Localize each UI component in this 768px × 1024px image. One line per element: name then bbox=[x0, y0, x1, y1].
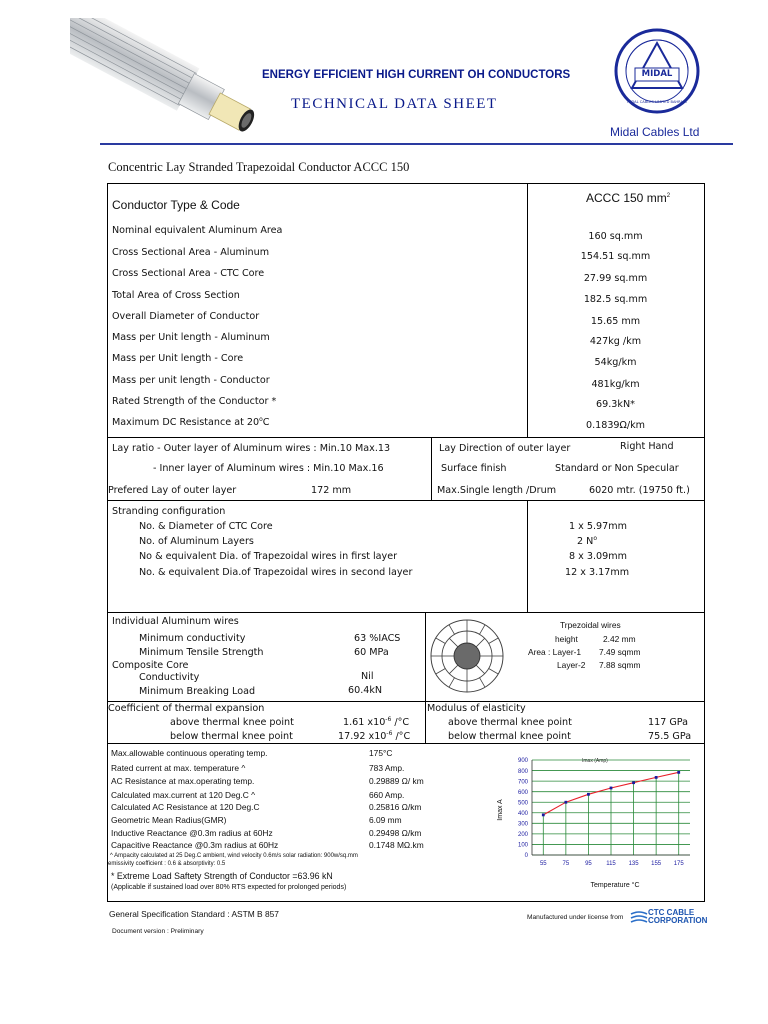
spec-value-2: 27.99 sq.mm bbox=[583, 273, 648, 284]
op-label-5: Geometric Mean Radius(GMR) bbox=[111, 815, 227, 825]
spec-label-5: Mass per Unit length - Aluminum bbox=[112, 332, 270, 343]
trap-area-l2-value: 7.88 sqmm bbox=[599, 660, 641, 670]
chart-point-5 bbox=[655, 776, 658, 779]
chart-xtick-1: 75 bbox=[562, 861, 570, 867]
ctc-logo-icon bbox=[630, 909, 648, 925]
trap-layer2-label: Layer-2 bbox=[557, 660, 586, 670]
min-conductivity-label: Minimum conductivity bbox=[139, 633, 246, 644]
op-label-1: Rated current at max. temperature ^ bbox=[111, 763, 246, 773]
op-value-4: 0.25816 Ω/km bbox=[369, 802, 422, 812]
spec-label-8: Rated Strength of the Conductor * bbox=[112, 396, 277, 407]
extreme-load: * Extreme Load Saftety Strength of Conductor =63.96 kN bbox=[111, 871, 333, 881]
thermal-above-label: above thermal knee point bbox=[170, 717, 294, 728]
lay-finish-label: Surface finish bbox=[441, 463, 507, 474]
chart-point-1 bbox=[564, 801, 567, 804]
lay-pref-value: 172 mm bbox=[311, 485, 352, 496]
chart-ytick-3: 300 bbox=[517, 821, 528, 828]
spec-label-7: Mass per unit length - Conductor bbox=[112, 375, 270, 386]
stranding-label-1: No. of Aluminum Layers bbox=[139, 536, 254, 547]
core-conductivity-value: Nil bbox=[361, 671, 374, 682]
chart-point-2 bbox=[587, 793, 590, 796]
spec-value-5: 427kg /km bbox=[589, 336, 642, 347]
modulus-above-label: above thermal knee point bbox=[448, 717, 572, 728]
chart-xtick-0: 55 bbox=[539, 861, 547, 867]
thermal-coef-title: Coefficient of thermal expansion bbox=[108, 703, 265, 714]
composite-core-title: Composite Core bbox=[112, 660, 189, 671]
chart-ytick-2: 200 bbox=[517, 832, 528, 839]
spec-label-0: Nominal equivalent Aluminum Area bbox=[112, 225, 283, 236]
stranding-value-3: 12 x 3.17mm bbox=[565, 567, 630, 578]
stranding-label-0: No. & Diameter of CTC Core bbox=[139, 521, 273, 532]
thermal-above-value: 1.61 $x10^{-6}$ /°C bbox=[343, 715, 410, 728]
chart-xtick-6: 175 bbox=[673, 861, 684, 867]
chart-point-4 bbox=[632, 781, 635, 784]
spec-label-9: Maximum DC Resistance at 20$^o$C bbox=[112, 415, 270, 428]
op-value-2: 0.29889 Ω/ km bbox=[369, 776, 424, 786]
emissivity-footnote: emissivity coefficient : 0.6 & absorptivity: 0.5 bbox=[108, 861, 226, 867]
op-label-4: Calculated AC Resistance at 120 Deg.C bbox=[111, 802, 260, 812]
op-label-6: Inductive Reactance @0.3m radius at 60Hz bbox=[111, 828, 273, 838]
trap-height-label: height bbox=[555, 634, 578, 644]
op-value-0: 175°C bbox=[369, 748, 393, 758]
spec-label-4: Overall Diameter of Conductor bbox=[112, 311, 260, 322]
spec-label-6: Mass per Unit length - Core bbox=[112, 353, 244, 364]
op-label-0: Max.allowable continuous operating temp. bbox=[111, 748, 268, 758]
min-breaking-value: 60.4kN bbox=[348, 685, 383, 696]
op-value-1: 783 Amp. bbox=[369, 763, 405, 773]
chart-ytick-1: 100 bbox=[517, 842, 528, 849]
spec-value-3: 182.5 sq.mm bbox=[583, 294, 648, 305]
spec-standard: General Specification Standard : ASTM B 857 bbox=[109, 909, 279, 919]
modulus-above-value: 117 GPa bbox=[648, 717, 689, 728]
logo-text: MIDAL bbox=[641, 69, 673, 79]
spec-value-4: 15.65 mm bbox=[590, 316, 641, 327]
chart-ylabel: Imax A bbox=[497, 799, 504, 821]
logo-ring-text: MIDAL CABLES LIMITED BAHRAIN bbox=[627, 100, 687, 104]
document-subtitle: Concentric Lay Stranded Trapezoidal Conductor ACCC 150 bbox=[108, 160, 410, 174]
chart-xtick-4: 135 bbox=[628, 861, 639, 867]
chart-ytick-6: 600 bbox=[517, 789, 528, 796]
stranding-value-1: 2 $N^o$ bbox=[577, 534, 598, 547]
lay-dir-label: Lay Direction of outer layer bbox=[439, 443, 571, 454]
conductor-image bbox=[70, 18, 270, 144]
chart-point-0 bbox=[542, 813, 545, 816]
op-value-5: 6.09 mm bbox=[369, 815, 402, 825]
spec-value-9: 0.1839Ω/km bbox=[585, 420, 646, 431]
op-value-6: 0.29498 Ω/km bbox=[369, 828, 422, 838]
op-label-2: AC Resistance at max.operating temp. bbox=[111, 776, 255, 786]
chart-xtick-3: 115 bbox=[606, 861, 616, 867]
thermal-below-label: below thermal knee point bbox=[170, 731, 293, 742]
individual-title: Individual Aluminum wires bbox=[112, 616, 239, 627]
lay-outer-ratio: Lay ratio - Outer layer of Aluminum wires : Min.10 Max.13 bbox=[112, 443, 391, 454]
cross-section-diagram bbox=[428, 614, 506, 700]
spec-label-3: Total Area of Cross Section bbox=[112, 290, 240, 301]
op-value-7: 0.1748 MΩ.km bbox=[369, 840, 424, 850]
min-tensile-label: Minimum Tensile Strength bbox=[139, 647, 264, 658]
trap-wires-title: Trpezoidal wires bbox=[560, 620, 621, 630]
op-label-7: Capacitive Reactance @0.3m radius at 60Hz bbox=[111, 840, 279, 850]
min-conductivity-value: 63 %IACS bbox=[354, 633, 401, 644]
chart-title: Imax (Amp) bbox=[582, 758, 608, 764]
conductor-type-value: ACCC 150 $mm^2$ bbox=[586, 191, 671, 205]
spec-value-8: 69.3kN* bbox=[596, 399, 635, 410]
min-tensile-value: 60 MPa bbox=[354, 647, 389, 658]
stranding-label-3: No. & equivalent Dia.of Trapezoidal wires in second layer bbox=[139, 567, 413, 578]
op-label-3: Calculated max.current at 120 Deg.C ^ bbox=[111, 790, 256, 800]
chart-ytick-0: 0 bbox=[524, 853, 528, 860]
lay-length-value: 6020 mtr. (19750 ft.) bbox=[589, 485, 690, 496]
chart-ytick-4: 400 bbox=[517, 810, 528, 817]
ctc-logo-text-2: CORPORATION bbox=[648, 916, 708, 925]
chart-point-6 bbox=[677, 771, 680, 774]
extreme-load-note: (Applicable if sustained load over 80% RTS expected for prolonged periods) bbox=[111, 884, 347, 891]
header-rule bbox=[100, 143, 733, 145]
lay-dir-value: Right Hand bbox=[620, 441, 674, 452]
stranding-label-2: No & equivalent Dia. of Trapezoidal wires in first layer bbox=[139, 551, 398, 562]
thermal-below-value: 17.92 $x10^{-6}$ /°C bbox=[338, 729, 411, 742]
core-conductivity-label: Conductivity bbox=[139, 672, 200, 683]
chart-xlabel: Temperature °C bbox=[590, 882, 640, 889]
min-breaking-label: Minimum Breaking Load bbox=[139, 686, 256, 697]
header-title-main: TECHNICAL DATA SHEET bbox=[291, 96, 498, 112]
stranding-title: Stranding configuration bbox=[112, 506, 226, 517]
stranding-value-2: 8 x 3.09mm bbox=[569, 551, 627, 562]
lay-finish-value: Standard or Non Specular bbox=[555, 463, 679, 474]
lay-length-label: Max.Single length /Drum bbox=[437, 485, 557, 496]
document-version: Document version : Preliminary bbox=[112, 928, 204, 935]
chart-ytick-9: 900 bbox=[517, 758, 528, 765]
chart-ytick-7: 700 bbox=[517, 779, 528, 786]
chart-ytick-5: 500 bbox=[517, 800, 528, 807]
trap-area-label: Area : Layer-1 bbox=[528, 647, 582, 657]
op-value-3: 660 Amp. bbox=[369, 790, 405, 800]
chart-ytick-8: 800 bbox=[517, 768, 528, 775]
lay-inner-ratio: - Inner layer of Aluminum wires : Min.10 Max.16 bbox=[153, 463, 384, 474]
ampacity-footnote: ^ Ampacity calculated at 25 Deg.C ambient, wind velocity 0.6m/s solar radiation: 900w/sq.mm bbox=[110, 853, 358, 859]
trap-area-l1-value: 7.49 sqmm bbox=[599, 647, 641, 657]
spec-value-6: 54kg/km bbox=[594, 357, 637, 368]
spec-value-0: 160 sq.mm bbox=[588, 231, 643, 242]
chart-xtick-5: 155 bbox=[651, 861, 662, 867]
conductor-type-label: Conductor Type & Code bbox=[112, 198, 240, 212]
license-text: Manufactured under license from bbox=[527, 914, 624, 921]
header-title-top: ENERGY EFFICIENT HIGH CURRENT OH CONDUCTORS bbox=[262, 69, 571, 81]
company-name: Midal Cables Ltd bbox=[610, 125, 700, 139]
lay-pref-label: Prefered Lay of outer layer bbox=[108, 485, 237, 496]
modulus-below-value: 75.5 GPa bbox=[648, 731, 692, 742]
spec-label-1: Cross Sectional Area - Aluminum bbox=[112, 247, 270, 258]
chart-point-3 bbox=[610, 787, 613, 790]
spec-label-2: Cross Sectional Area - CTC Core bbox=[112, 268, 265, 279]
chart-xtick-2: 95 bbox=[585, 861, 592, 867]
stranding-value-0: 1 x 5.97mm bbox=[569, 521, 627, 532]
modulus-title: Modulus of elasticity bbox=[427, 703, 526, 714]
spec-value-1: 154.51 sq.mm bbox=[580, 251, 651, 262]
ctc-logo-text-1: CTC CABLE bbox=[648, 908, 695, 917]
trap-height-value: 2.42 mm bbox=[603, 634, 636, 644]
modulus-below-label: below thermal knee point bbox=[448, 731, 571, 742]
spec-value-7: 481kg/km bbox=[591, 379, 640, 390]
current-temperature-chart bbox=[490, 752, 702, 894]
